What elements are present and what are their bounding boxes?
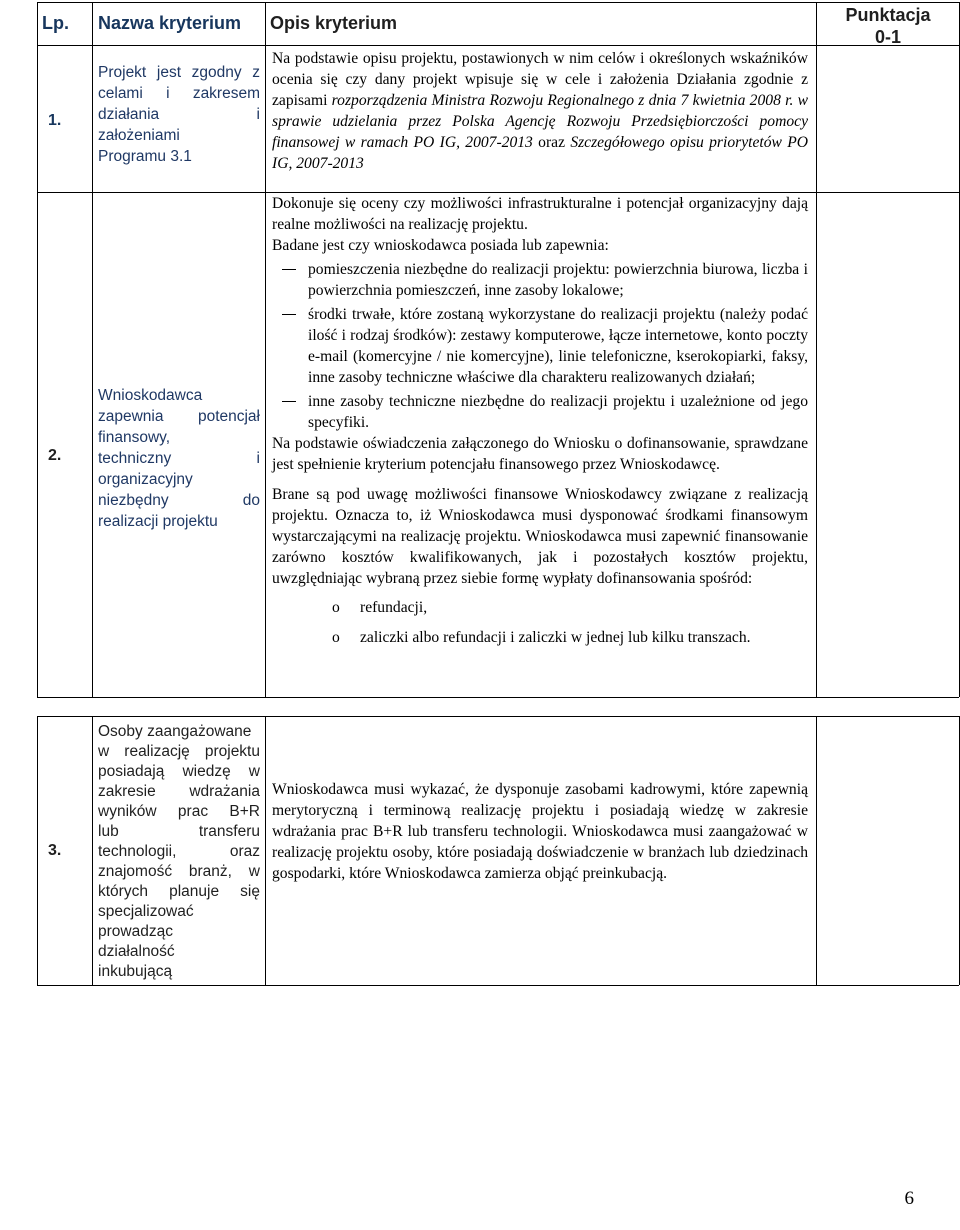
row2-name-line: organizacyjny xyxy=(98,471,193,488)
row1-name xyxy=(98,62,260,167)
t2-border-left xyxy=(37,716,38,985)
row2-description xyxy=(272,193,808,648)
table-top-border xyxy=(37,2,959,3)
header-name: Nazwa kryterium xyxy=(98,13,242,33)
list-item: inne zasoby techniczne niezbędne do realizacji projektu i uzależnione od jego specyfiki. xyxy=(272,391,808,433)
row1-name-line: założeniami xyxy=(98,127,180,144)
row3-description: Wnioskodawca musi wykazać, że dysponuje zasobami kadrowymi, które zapewnią merytoryczną i terminową realizację projektu i posiadają wiedzę w zakresie wdrażania prac B+R lub transferu technologii. Wnioskodawca musi zaangażować w realizację projektu osoby, które posiadają doświadczenie w branżach lub dziedzinach gospodarki, które Wnioskodawca zamierza objąć preinkubacją. xyxy=(272,781,808,882)
row3-lp: 3. xyxy=(48,842,62,859)
row2-desc-p1: Dokonuje się oceny czy możliwości infrastrukturalne i potencjał organizacyjny dają realne możliwości na realizację projektu. xyxy=(272,195,808,233)
t2-border-name xyxy=(265,716,266,985)
row3-name-line: specjalizować xyxy=(98,903,194,920)
dash-bullet xyxy=(282,269,296,270)
row1-desc-text: oraz xyxy=(532,134,571,151)
o-bullet: o xyxy=(332,629,340,646)
row3-name-line: wyników prac B+R xyxy=(98,803,260,820)
col-border-lp xyxy=(92,2,93,697)
table2-bottom-border xyxy=(37,985,959,986)
row1-name-line: Programu 3.1 xyxy=(98,148,192,165)
row3-name-line: posiadają wiedzę w xyxy=(98,763,260,780)
row2-name-line: zapewnia potencjał xyxy=(98,408,260,425)
table1-bottom-border xyxy=(37,697,959,698)
col-border-desc xyxy=(816,2,817,697)
row1-desc-priorities: Szczegółowego opisu priorytetów PO IG, 2007-2013 xyxy=(272,134,808,172)
row1-lp: 1. xyxy=(48,112,62,129)
row1-name-line: Projekt jest zgodny z xyxy=(98,64,260,81)
header-score-line2: 0-1 xyxy=(874,27,901,47)
row2-lp: 2. xyxy=(48,447,62,464)
row2-name-line: Wnioskodawca xyxy=(98,387,203,404)
list-item: o zaliczki albo refundacji i zaliczki w jednej lub kilku transzach. xyxy=(332,629,751,646)
header-score-line1: Punktacja xyxy=(845,5,931,25)
row3-name-line: działalność xyxy=(98,943,175,960)
row1-description xyxy=(272,48,808,174)
list-item: o refundacji, xyxy=(332,599,428,616)
row3-name-line: Osoby zaangażowane xyxy=(98,723,252,740)
dash-bullet xyxy=(282,401,296,402)
row1-desc-text: Na podstawie opisu projektu, postawionych w nim celów i określonych wskaźników ocenia się czy dany projekt wpisuje się w cele i założenia Działania zgodnie z zapisami xyxy=(272,50,808,109)
page-number: 6 xyxy=(904,1188,914,1209)
list-item: pomieszczenia niezbędne do realizacji projektu: powierzchnia biurowa, liczba i powierzchnia pomieszczeń, inne zasoby lokalowe; xyxy=(272,259,808,301)
table2-top-border xyxy=(37,716,959,717)
row2-name-line: finansowy, xyxy=(98,429,171,446)
dash-bullet xyxy=(282,314,296,315)
list-item: środki trwałe, które zostaną wykorzystane do realizacji projektu (należy podać ilość i rodzaj środków): zestawy komputerowe, łącze internetowe, konto poczty e-mail (komercyjne / nie komercyjne), linie telefoniczne, kserokopiarki, faksy, inne zasoby techniczne właściwe dla charakteru realizowanych działań; xyxy=(272,304,808,388)
row1-desc-regulation: rozporządzenia Ministra Rozwoju Regionalnego z dnia 7 kwietnia 2008 r. w sprawie udzielania przez Polska Agencję Rozwoju Przedsiębiorczości pomocy finansowej w ramach PO IG, 2007-2013 xyxy=(272,92,808,151)
row3-name-line: lub transferu xyxy=(98,823,260,840)
header-lp: Lp. xyxy=(42,13,69,33)
row2-desc-p2: Badane jest czy wnioskodawca posiada lub zapewnia: xyxy=(272,237,609,254)
header-desc: Opis kryterium xyxy=(270,13,398,33)
row3-name-line: technologii, oraz xyxy=(98,843,260,860)
t2-border-lp xyxy=(92,716,93,985)
row3-name-line: w realizację projektu xyxy=(98,743,260,760)
row3-name-line: inkubującą xyxy=(98,963,173,980)
row3-name-line: zakresie wdrażania xyxy=(98,783,260,800)
row2-desc-p3: Na podstawie oświadczenia załączonego do Wniosku o dofinansowanie, sprawdzane jest spełnienie kryterium potencjału finansowego przez Wnioskodawcę. xyxy=(272,435,808,473)
row2-name-line: realizacji projektu xyxy=(98,513,218,530)
col-border-name xyxy=(265,2,266,697)
row3-name-line: znajomość branż, w xyxy=(98,863,260,880)
row2-name-line: niezbędny do xyxy=(98,492,260,509)
row3-name-line: których planuje się xyxy=(98,883,260,900)
row2-desc-p4: Brane są pod uwagę możliwości finansowe Wnioskodawcy związane z realizacją projektu. Oznacza to, iż Wnioskodawca musi dysponować środkami finansowym wystarczającymi na realizację projektu. Wnioskodawca musi zapewnić finansowanie zarówno kosztów kwalifikowanych, jak i pozostałych kosztów projektu, uwzględniając wybraną przez siebie formę wypłaty dofinansowania spośród: xyxy=(272,486,808,587)
row1-name-line: celami i zakresem xyxy=(98,85,260,102)
row1-name-line: działania i xyxy=(98,106,260,123)
t2-border-desc xyxy=(816,716,817,985)
header-score xyxy=(817,4,959,48)
row3-name-line: prowadząc xyxy=(98,923,173,940)
row3-name xyxy=(98,722,260,982)
row2-name-line: techniczny i xyxy=(98,450,260,467)
o-bullet: o xyxy=(332,599,340,616)
row2-name xyxy=(98,385,260,532)
col-border-left xyxy=(37,2,38,697)
